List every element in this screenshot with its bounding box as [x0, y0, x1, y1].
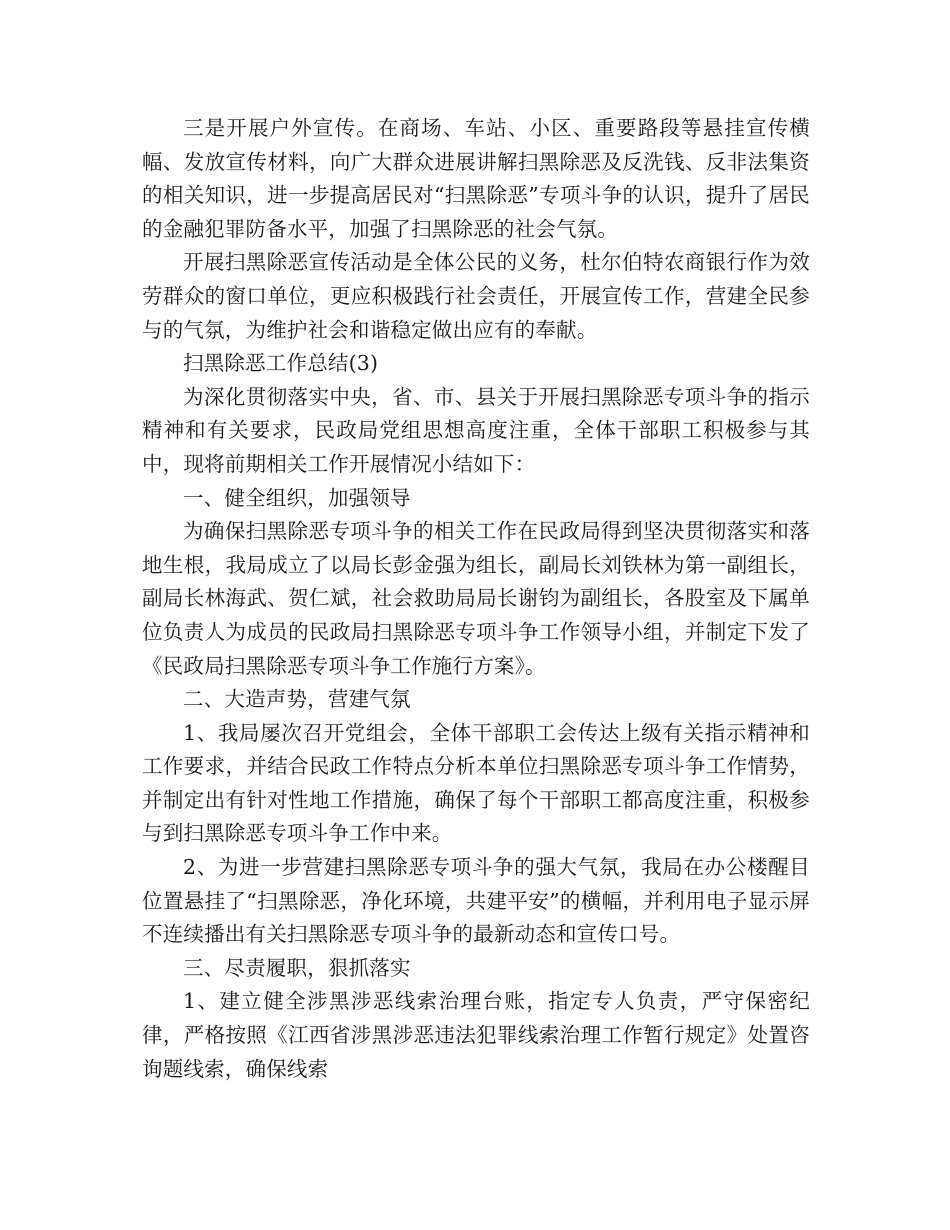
document-body [142, 112, 810, 1086]
paragraph-clue-ledger: 1、建立健全涉黑涉恶线索治理台账，指定专人负责，严守保密纪律，严格按照《江西省涉黑涉恶违法犯罪线索治理工作暂行规定》处置咨询题线索，确保线索 [142, 989, 810, 1081]
paragraph-banners: 2、为进一步营建扫黑除恶专项斗争的强大气氛，我局在办公楼醒目位置悬挂了“扫黑除恶，净化环境，共建平安”的横幅，并利用电子显示屏不连续播出有关扫黑除恶专项斗争的最新动态和宣传口号。 [142, 855, 810, 947]
paragraph-leadership-group: 为确保扫黑除恶专项斗争的相关工作在民政局得到坚决贯彻落实和落地生根，我局成立了以局长彭金强为组长，副局长刘铁林为第一副组长，副局长林海武、贺仁斌，社会救助局局长谢钧为副组长，各股室及下属单位负责人为成员的民政局扫黑除恶专项斗争工作领导小组，并制定下发了《民政局扫黑除恶专项斗争工作施行方案》。 [142, 519, 810, 678]
heading-momentum: 二、大造声势，营建气氛 [183, 687, 411, 712]
paragraph-outdoor-publicity: 三是开展户外宣传。在商场、车站、小区、重要路段等悬挂宣传横幅、发放宣传材料，向广大群众进展讲解扫黑除恶及反洗钱、反非法集资的相关知识，进一步提高居民对“扫黑除恶”专项斗争的认识，提升了居民的金融犯罪防备水平，加强了扫黑除恶的社会气氛。 [142, 116, 810, 241]
paragraph-intro: 为深化贯彻落实中央，省、市、县关于开展扫黑除恶专项斗争的指示精神和有关要求，民政局党组思想高度注重，全体干部职工积极参与其中，现将前期相关工作开展情况小结如下： [142, 384, 810, 476]
section-title-summary-3: 扫黑除恶工作总结(3) [183, 351, 379, 376]
paragraph-public-duty: 开展扫黑除恶宣传活动是全体公民的义务，杜尔伯特农商银行作为效劳群众的窗口单位，更应积极践行社会责任，开展宣传工作，营建全民参与的气氛，为维护社会和谐稳定做出应有的奉献。 [142, 250, 810, 342]
heading-implementation: 三、尽责履职，狠抓落实 [183, 955, 411, 980]
heading-organization: 一、健全组织，加强领导 [183, 485, 411, 510]
paragraph-meetings: 1、我局屡次召开党组会，全体干部职工会传达上级有关指示精神和工作要求，并结合民政工作特点分析本单位扫黑除恶专项斗争工作情势，并制定出有针对性地工作措施，确保了每个干部职工都高度注重，积极参与到扫黑除恶专项斗争工作中来。 [142, 720, 810, 846]
